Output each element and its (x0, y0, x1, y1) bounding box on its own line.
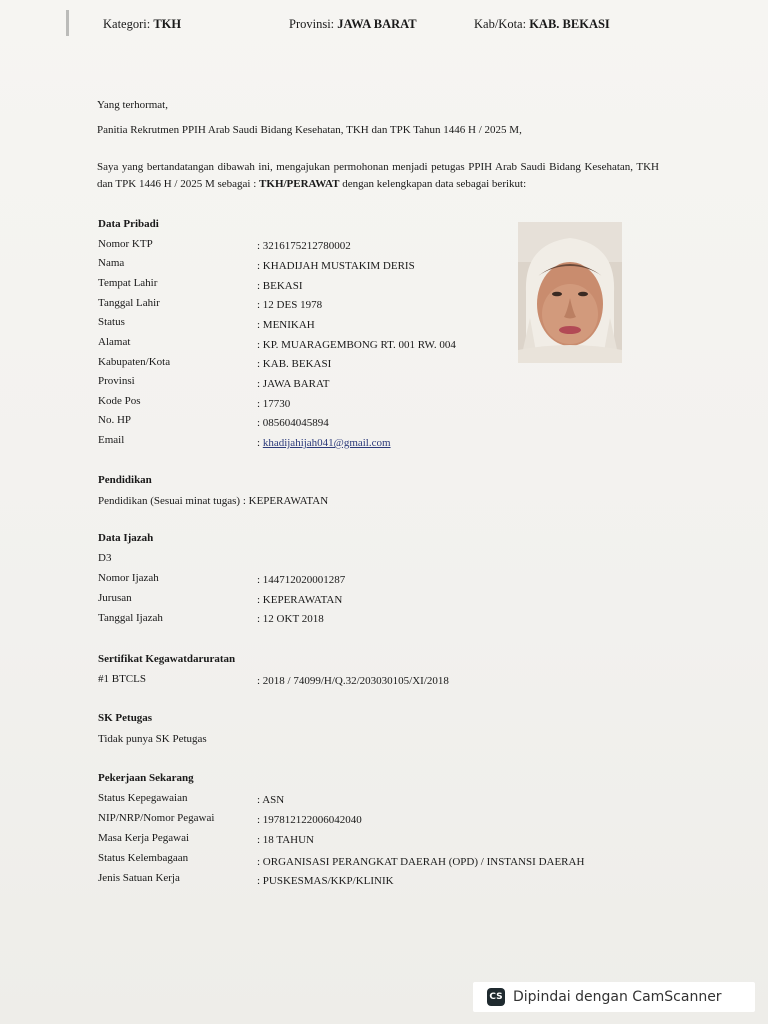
value-nomor-ktp: : 3216175212780002 (257, 240, 351, 252)
camscanner-text: Dipindai dengan CamScanner (513, 989, 722, 1005)
photo-portrait-image (518, 222, 622, 363)
email-link[interactable]: khadijahijah041@gmail.com (262, 437, 391, 449)
section-title-data-ijazah: Data Ijazah (98, 532, 154, 544)
camscanner-logo-icon: CS (487, 988, 505, 1006)
label-jenis-satuan-kerja: Jenis Satuan Kerja (98, 872, 180, 884)
label-tempat-lahir: Tempat Lahir (98, 277, 158, 289)
value-nama: : KHADIJAH MUSTAKIM DERIS (257, 260, 415, 272)
scan-edge-mark (66, 10, 69, 36)
label-email: Email (98, 434, 125, 446)
label-masa-kerja: Masa Kerja Pegawai (98, 832, 190, 844)
label-tanggal-lahir: Tanggal Lahir (98, 297, 160, 309)
label-sertifikat: #1 BTCLS (98, 673, 146, 685)
sk-petugas-text: Tidak punya SK Petugas (98, 733, 207, 745)
section-title-pendidikan: Pendidikan (98, 474, 152, 486)
label-nomor-ktp: Nomor KTP (98, 238, 153, 250)
label-no-hp: No. HP (98, 414, 132, 426)
value-sertifikat: : 2018 / 74099/H/Q.32/203030105/XI/2018 (257, 675, 449, 687)
header-kategori: Kategori: TKH (103, 17, 182, 31)
addressee: Panitia Rekrutmen PPIH Arab Saudi Bidang Kesehatan, TKH dan TPK Tahun 1446 H / 2025 M, (97, 124, 522, 136)
value-provinsi: : JAWA BARAT (257, 378, 330, 390)
label-status-kelembagaan: Status Kelembagaan (98, 852, 189, 864)
label-nomor-ijazah: Nomor Ijazah (98, 572, 159, 584)
label-status-kepegawaian: Status Kepegawaian (98, 792, 188, 804)
value-email: : khadijahijah041@gmail.com (257, 437, 391, 449)
value-kode-pos: : 17730 (257, 398, 291, 410)
label-nip: NIP/NRP/Nomor Pegawai (98, 812, 215, 824)
section-title-sk-petugas: SK Petugas (98, 712, 153, 724)
label-kode-pos: Kode Pos (98, 395, 141, 407)
label-kabupaten-kota: Kabupaten/Kota (98, 356, 171, 368)
value-kabupaten-kota: : KAB. BEKASI (257, 358, 332, 370)
header-provinsi: Provinsi: JAWA BARAT (289, 17, 417, 31)
label-jurusan: Jurusan (98, 592, 132, 604)
value-status-kelembagaan: : ORGANISASI PERANGKAT DAERAH (OPD) / INSTANSI DAERAH (257, 856, 585, 868)
value-nip: : 197812122006042040 (257, 814, 362, 826)
intro-paragraph: Saya yang bertandatangan dibawah ini, mengajukan permohonan menjadi petugas PPIH Arab Saudi Bidang Kesehatan, TKH dan TPK 1446 H / 2025 M sebagai : TKH/PERAWAT dengan kelengkapan data sebagai berikut: (97, 161, 659, 190)
camscanner-watermark (473, 982, 755, 1012)
label-pendidikan: Pendidikan (Sesuai minat tugas) : KEPERAWATAN (98, 495, 329, 507)
value-nomor-ijazah: : 144712020001287 (257, 574, 346, 586)
header-kabkota: Kab/Kota: KAB. BEKASI (474, 17, 610, 31)
value-no-hp: : 085604045894 (257, 417, 329, 429)
value-jurusan: : KEPERAWATAN (257, 594, 343, 606)
label-status: Status (98, 316, 125, 328)
label-alamat: Alamat (98, 336, 131, 348)
value-tempat-lahir: : BEKASI (257, 280, 303, 292)
value-status: : MENIKAH (257, 319, 315, 331)
value-tanggal-lahir: : 12 DES 1978 (257, 299, 323, 311)
profile-photo (518, 222, 622, 363)
value-jenis-satuan-kerja: : PUSKESMAS/KKP/KLINIK (257, 875, 394, 887)
section-title-data-pribadi: Data Pribadi (98, 218, 159, 230)
salutation: Yang terhormat, (97, 99, 168, 111)
value-status-kepegawaian: : ASN (257, 794, 285, 806)
value-masa-kerja: : 18 TAHUN (257, 834, 314, 846)
label-tanggal-ijazah: Tanggal Ijazah (98, 612, 163, 624)
value-alamat: : KP. MUARAGEMBONG RT. 001 RW. 004 (257, 339, 456, 351)
section-title-sertifikat: Sertifikat Kegawatdaruratan (98, 653, 236, 665)
ijazah-level: D3 (98, 552, 112, 564)
label-provinsi: Provinsi (98, 375, 135, 387)
value-tanggal-ijazah: : 12 OKT 2018 (257, 613, 324, 625)
label-nama: Nama (98, 257, 125, 269)
section-title-pekerjaan: Pekerjaan Sekarang (98, 772, 194, 784)
